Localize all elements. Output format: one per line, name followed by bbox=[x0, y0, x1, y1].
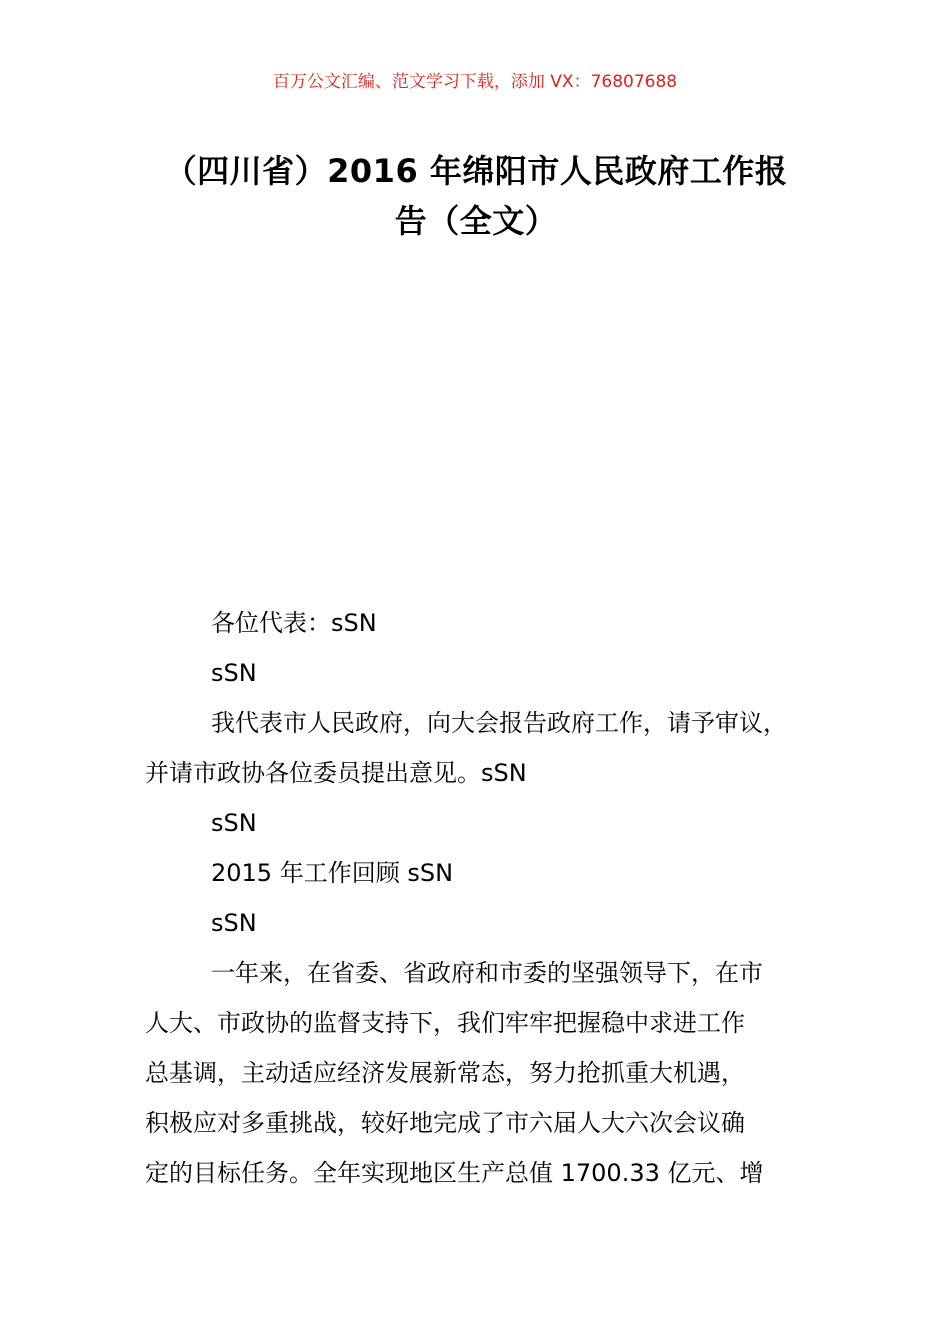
body-line-review-4: 积极应对多重挑战，较好地完成了市六届人大六次会议确 bbox=[145, 1109, 745, 1137]
body-line-section-heading: 2015 年工作回顾 sSN bbox=[211, 859, 454, 887]
title-line-2: 告（全文） bbox=[394, 202, 558, 240]
body-line-intro-2: 并请市政协各位委员提出意见。sSN bbox=[145, 759, 527, 787]
body-line-review-2: 人大、市政协的监督支持下，我们牢牢把握稳中求进工作 bbox=[145, 1009, 745, 1037]
document-body bbox=[145, 598, 845, 1198]
title-line-1: （四川省）2016 年绵阳市人民政府工作报 bbox=[164, 152, 788, 190]
header-watermark-note: 百万公文汇编、范文学习下载，添加 VX：76807688 bbox=[272, 72, 678, 92]
body-line-salutation: 各位代表：sSN bbox=[211, 609, 377, 637]
body-line-review-1: 一年来，在省委、省政府和市委的坚强领导下，在市 bbox=[211, 959, 763, 987]
body-line-marker: sSN bbox=[211, 909, 257, 937]
body-line-review-3: 总基调，主动适应经济发展新常态，努力抢抓重大机遇， bbox=[145, 1059, 745, 1087]
body-line-marker: sSN bbox=[211, 809, 257, 837]
document-title bbox=[145, 146, 807, 246]
body-line-review-5: 定的目标任务。全年实现地区生产总值 1700.33 亿元、增 bbox=[145, 1159, 764, 1187]
body-line-intro-1: 我代表市人民政府，向大会报告政府工作，请予审议， bbox=[211, 709, 787, 737]
body-line-marker: sSN bbox=[211, 659, 257, 687]
